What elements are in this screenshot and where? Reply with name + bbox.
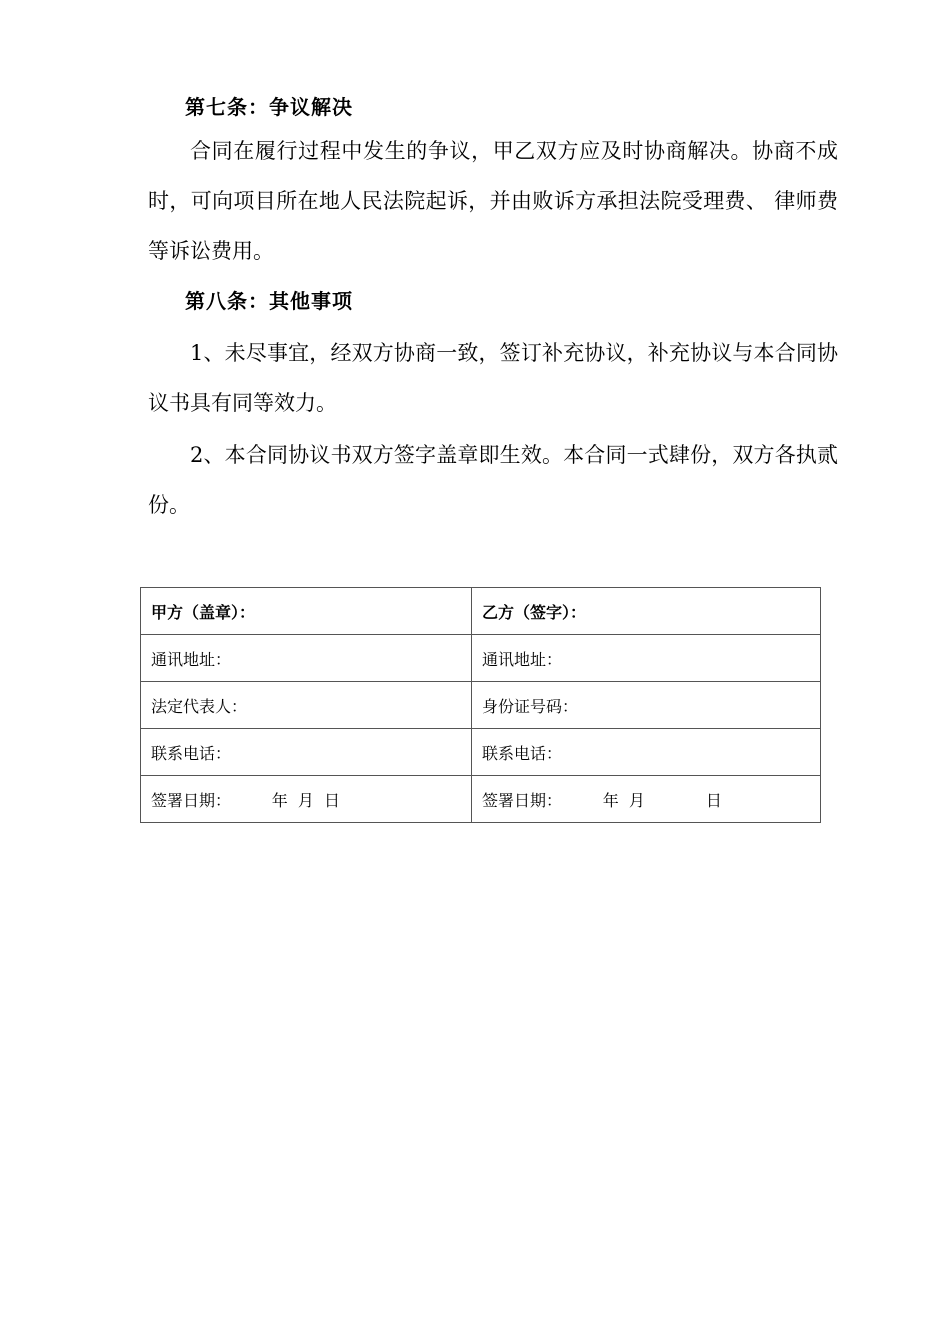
party-b-phone-label: 联系电话： — [472, 729, 821, 776]
party-a-seal-label: 甲方（盖章）： — [141, 588, 472, 635]
party-b-date-label: 签署日期： 年 月 日 — [472, 776, 821, 823]
article-7-body: 合同在履行过程中发生的争议，甲乙双方应及时协商解决。协商不成时，可向项目所在地人民法院起诉，并由败诉方承担法院受理费、 律师费等诉讼费用。 — [148, 139, 838, 263]
party-a-date-label: 签署日期： 年 月 日 — [141, 776, 472, 823]
article-7-heading: 第七条：争议解决 — [185, 95, 353, 119]
party-a-phone-label: 联系电话： — [141, 729, 472, 776]
party-b-address-label: 通讯地址： — [472, 635, 821, 682]
article-8-heading: 第八条：其他事项 — [185, 289, 353, 313]
article-8-item-1: 1、未尽事宜，经双方协商一致，签订补充协议，补充协议与本合同协议书具有同等效力。 — [148, 341, 838, 415]
article-8-item-2: 2、本合同协议书双方签字盖章即生效。本合同一式肆份，双方各执贰份。 — [148, 443, 838, 517]
table-row — [141, 776, 821, 823]
table-row — [141, 682, 821, 729]
party-b-id-number-label: 身份证号码： — [472, 682, 821, 729]
party-b-sign-label: 乙方（签字）： — [472, 588, 821, 635]
table-row — [141, 588, 821, 635]
table-row — [141, 635, 821, 682]
signature-table — [140, 587, 821, 823]
party-a-representative-label: 法定代表人： — [141, 682, 472, 729]
table-row — [141, 729, 821, 776]
party-a-address-label: 通讯地址： — [141, 635, 472, 682]
